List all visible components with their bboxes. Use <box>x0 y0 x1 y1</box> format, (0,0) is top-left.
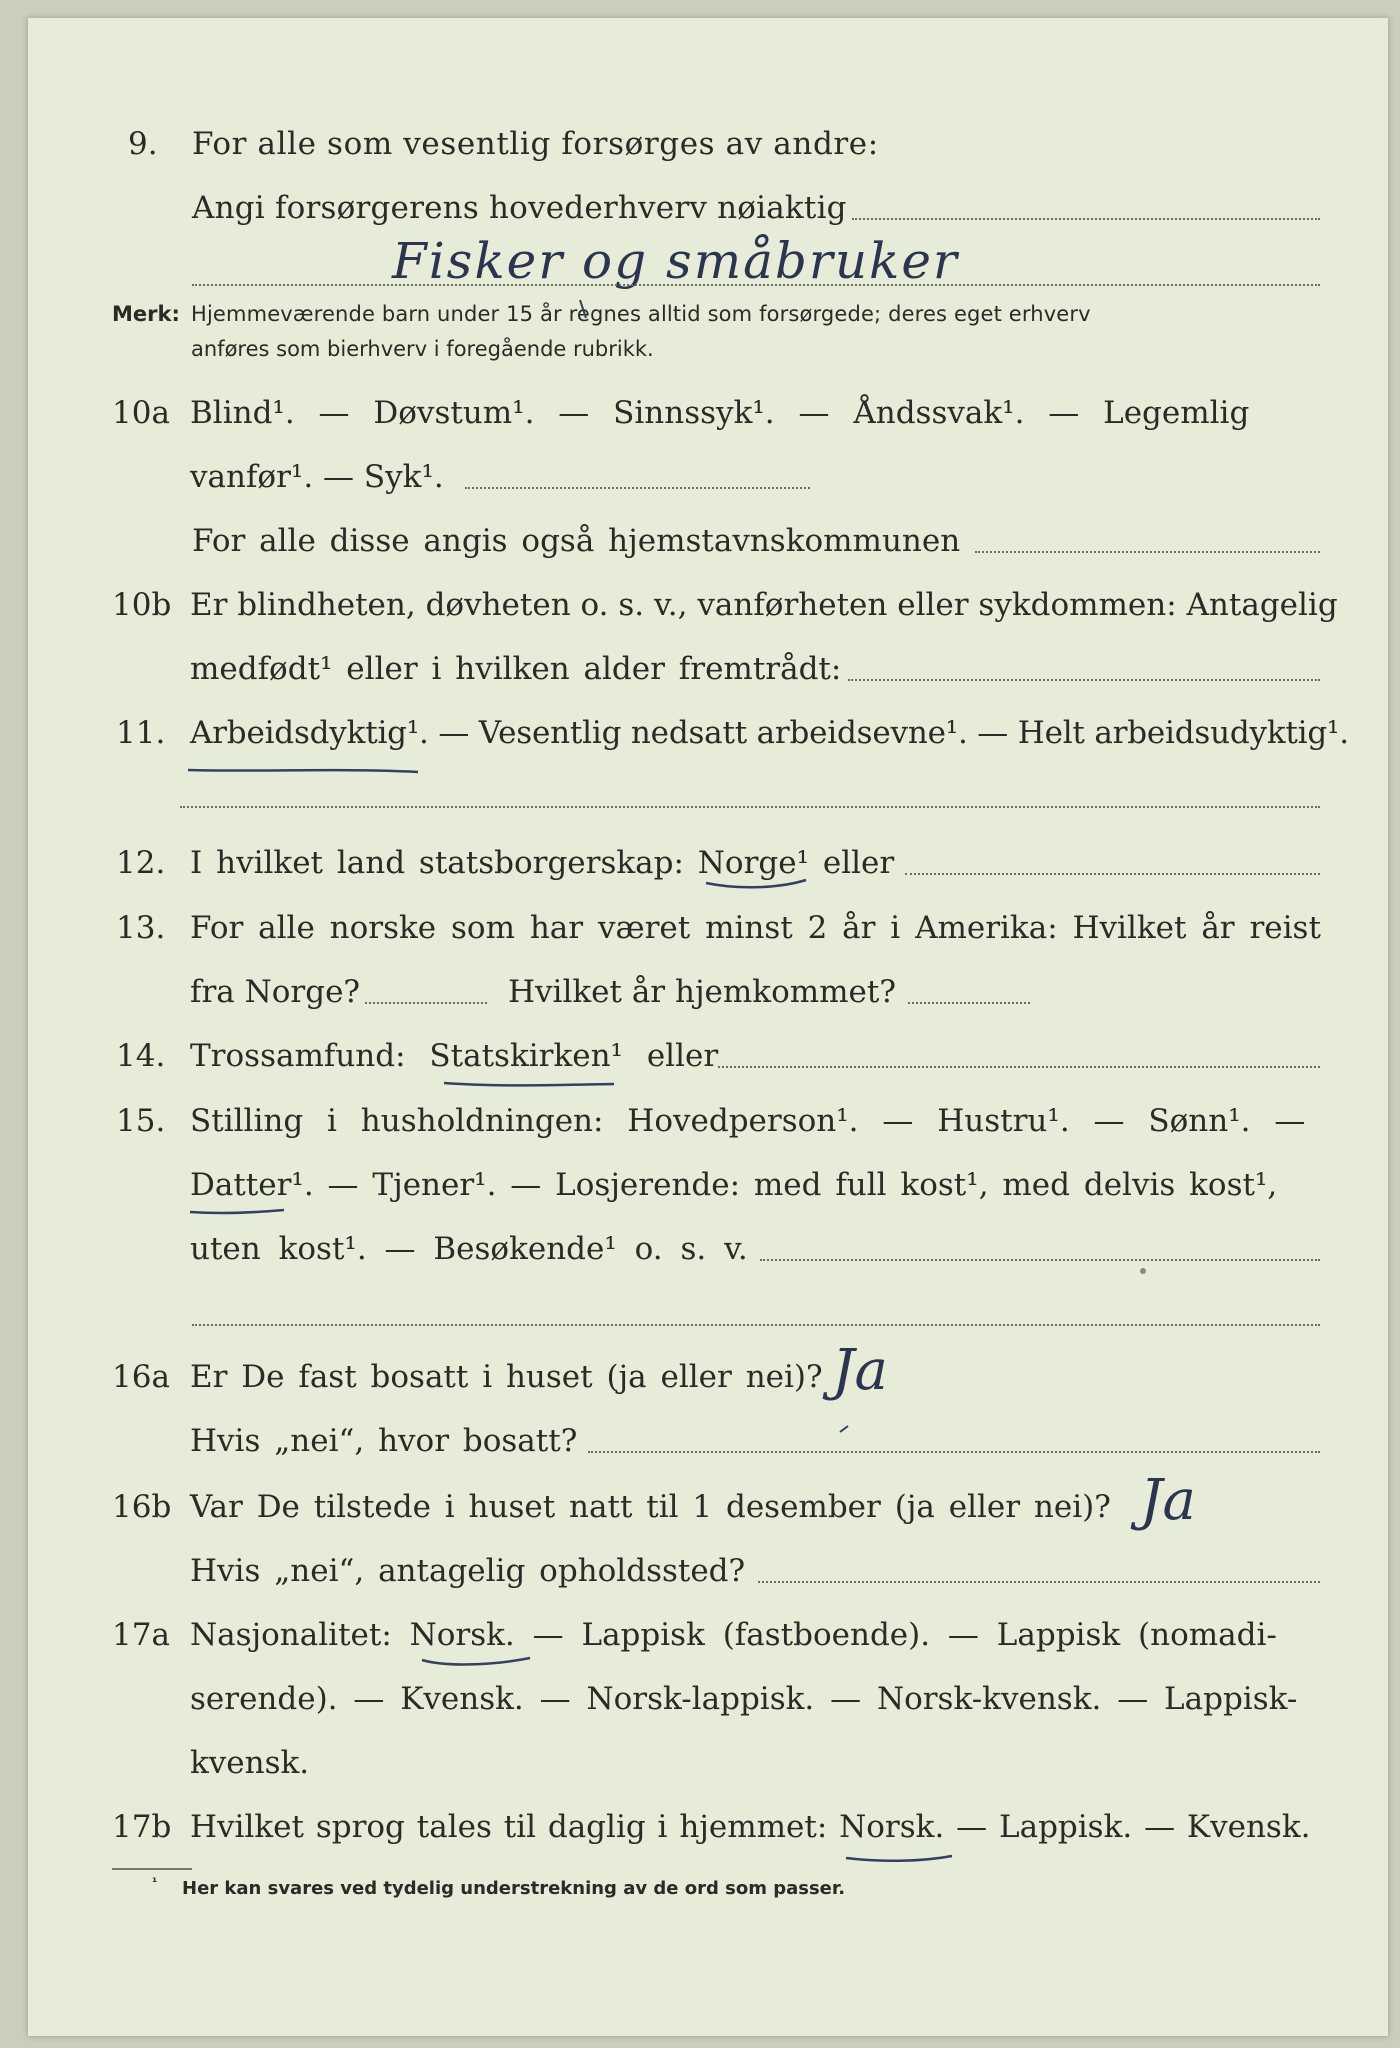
question-12-line-1: I hvilket land statsborgerskap: Norge¹ eller <box>190 845 895 881</box>
question-9-line-1: For alle som vesentlig forsørges av andre: <box>192 126 879 162</box>
question-17a-line-2: serende). — Kvensk. — Norsk-lappisk. — Norsk-kvensk. — Lappisk- <box>190 1681 1298 1717</box>
question-15-line-2: Datter¹. — Tjener¹. — Losjerende: med full kost¹, med delvis kost¹, <box>190 1167 1278 1203</box>
question-9-handwritten-answer: Fisker og småbruker <box>392 232 959 290</box>
question-12-number: 12. <box>116 845 166 881</box>
question-16a-line-2: Hvis „nei“, hvor bosatt? <box>190 1423 578 1459</box>
footnote-rule <box>112 1868 192 1870</box>
question-10a-line-1: Blind¹. — Døvstum¹. — Sinnssyk¹. — Åndssvak¹. — Legemlig <box>190 395 1250 431</box>
question-15-line-1: Stilling i husholdningen: Hovedperson¹. — Hustru¹. — Sønn¹. — <box>190 1103 1306 1139</box>
question-13-line-2a: fra Norge? <box>190 974 361 1010</box>
question-14-line-1: Trossamfund: Statskirken¹ eller <box>190 1038 719 1074</box>
question-10b-line-1: Er blindheten, døvheten o. s. v., vanførheten eller sykdommen: Antagelig <box>190 587 1338 623</box>
question-13-line-1: For alle norske som har været minst 2 år i Amerika: Hvilket år reist <box>190 910 1321 946</box>
question-10a-number: 10a <box>112 395 170 431</box>
question-15-line-3: uten kost¹. — Besøkende¹ o. s. v. <box>190 1231 748 1267</box>
footnote-mark: ¹ <box>152 1875 158 1889</box>
note-line-2: anføres som bierhverv i foregående rubrikk. <box>191 337 654 361</box>
question-13-return-year-line <box>908 1002 1030 1004</box>
question-16b-fill-line <box>758 1581 1320 1583</box>
footnote-text: Her kan svares ved tydelig understrekning av de ord som passer. <box>182 1878 846 1899</box>
question-17a-line-1: Nasjonalitet: Norsk. — Lappisk (fastboende). — Lappisk (nomadi- <box>190 1617 1277 1653</box>
question-15-fill-line <box>760 1259 1320 1261</box>
question-15-number: 15. <box>116 1103 166 1139</box>
question-10a-line-2: vanfør¹. — Syk¹. <box>190 459 444 495</box>
question-16a-fill-line <box>588 1451 1320 1453</box>
question-13-number: 13. <box>116 910 166 946</box>
question-9-answer-line <box>192 284 1320 286</box>
question-17b-line-1: Hvilket sprog tales til daglig i hjemmet: Norsk. — Lappisk. — Kvensk. <box>190 1809 1311 1845</box>
ink-spot <box>1140 1268 1146 1274</box>
question-11-number: 11. <box>116 715 166 751</box>
question-13-line-2b: Hvilket år hjemkommet? <box>508 974 896 1010</box>
question-17a-line-3: kvensk. <box>190 1745 310 1781</box>
question-10a-line-3: For alle disse angis også hjemstavnskommunen <box>192 523 961 559</box>
note-line-1: Hjemmeværende barn under 15 år regnes alltid som forsørgede; deres eget erhverv <box>191 302 1091 326</box>
question-16b-handwritten-answer: Ja <box>1140 1468 1196 1533</box>
question-16a-number: 16a <box>112 1359 170 1395</box>
question-9-number: 9. <box>128 126 158 162</box>
question-10b-fill-line <box>848 679 1320 681</box>
question-10b-line-2: medfødt¹ eller i hvilken alder fremtrådt: <box>190 651 842 687</box>
question-11-line-1: Arbeidsdyktig¹. — Vesentlig nedsatt arbeidsevne¹. — Helt arbeidsudyktig¹. <box>190 715 1349 751</box>
question-16b-number: 16b <box>112 1489 172 1525</box>
question-16b-line-1: Var De tilstede i huset natt til 1 desember (ja eller nei)? <box>190 1489 1111 1525</box>
question-9-line-2: Angi forsørgerens hovederhverv nøiaktig <box>192 190 847 226</box>
question-10a-home-municipality-line <box>975 551 1320 553</box>
question-16b-line-2: Hvis „nei“, antagelig opholdssted? <box>190 1553 746 1589</box>
note-label: Merk: <box>112 302 180 326</box>
question-9-fill-line <box>852 218 1320 220</box>
question-12-fill-line <box>905 873 1320 875</box>
question-11-fill-line <box>180 806 1320 808</box>
question-17a-number: 17a <box>112 1617 170 1653</box>
question-10b-number: 10b <box>112 587 172 623</box>
question-15-second-fill-line <box>192 1324 1320 1326</box>
question-14-number: 14. <box>116 1038 166 1074</box>
question-16a-handwritten-answer: Ja <box>832 1338 888 1403</box>
question-16a-line-1: Er De fast bosatt i huset (ja eller nei)? <box>190 1359 823 1395</box>
question-14-fill-line <box>718 1066 1320 1068</box>
question-10a-fill-line <box>465 487 810 489</box>
question-13-departure-year-line <box>365 1002 487 1004</box>
question-17b-number: 17b <box>112 1809 172 1845</box>
